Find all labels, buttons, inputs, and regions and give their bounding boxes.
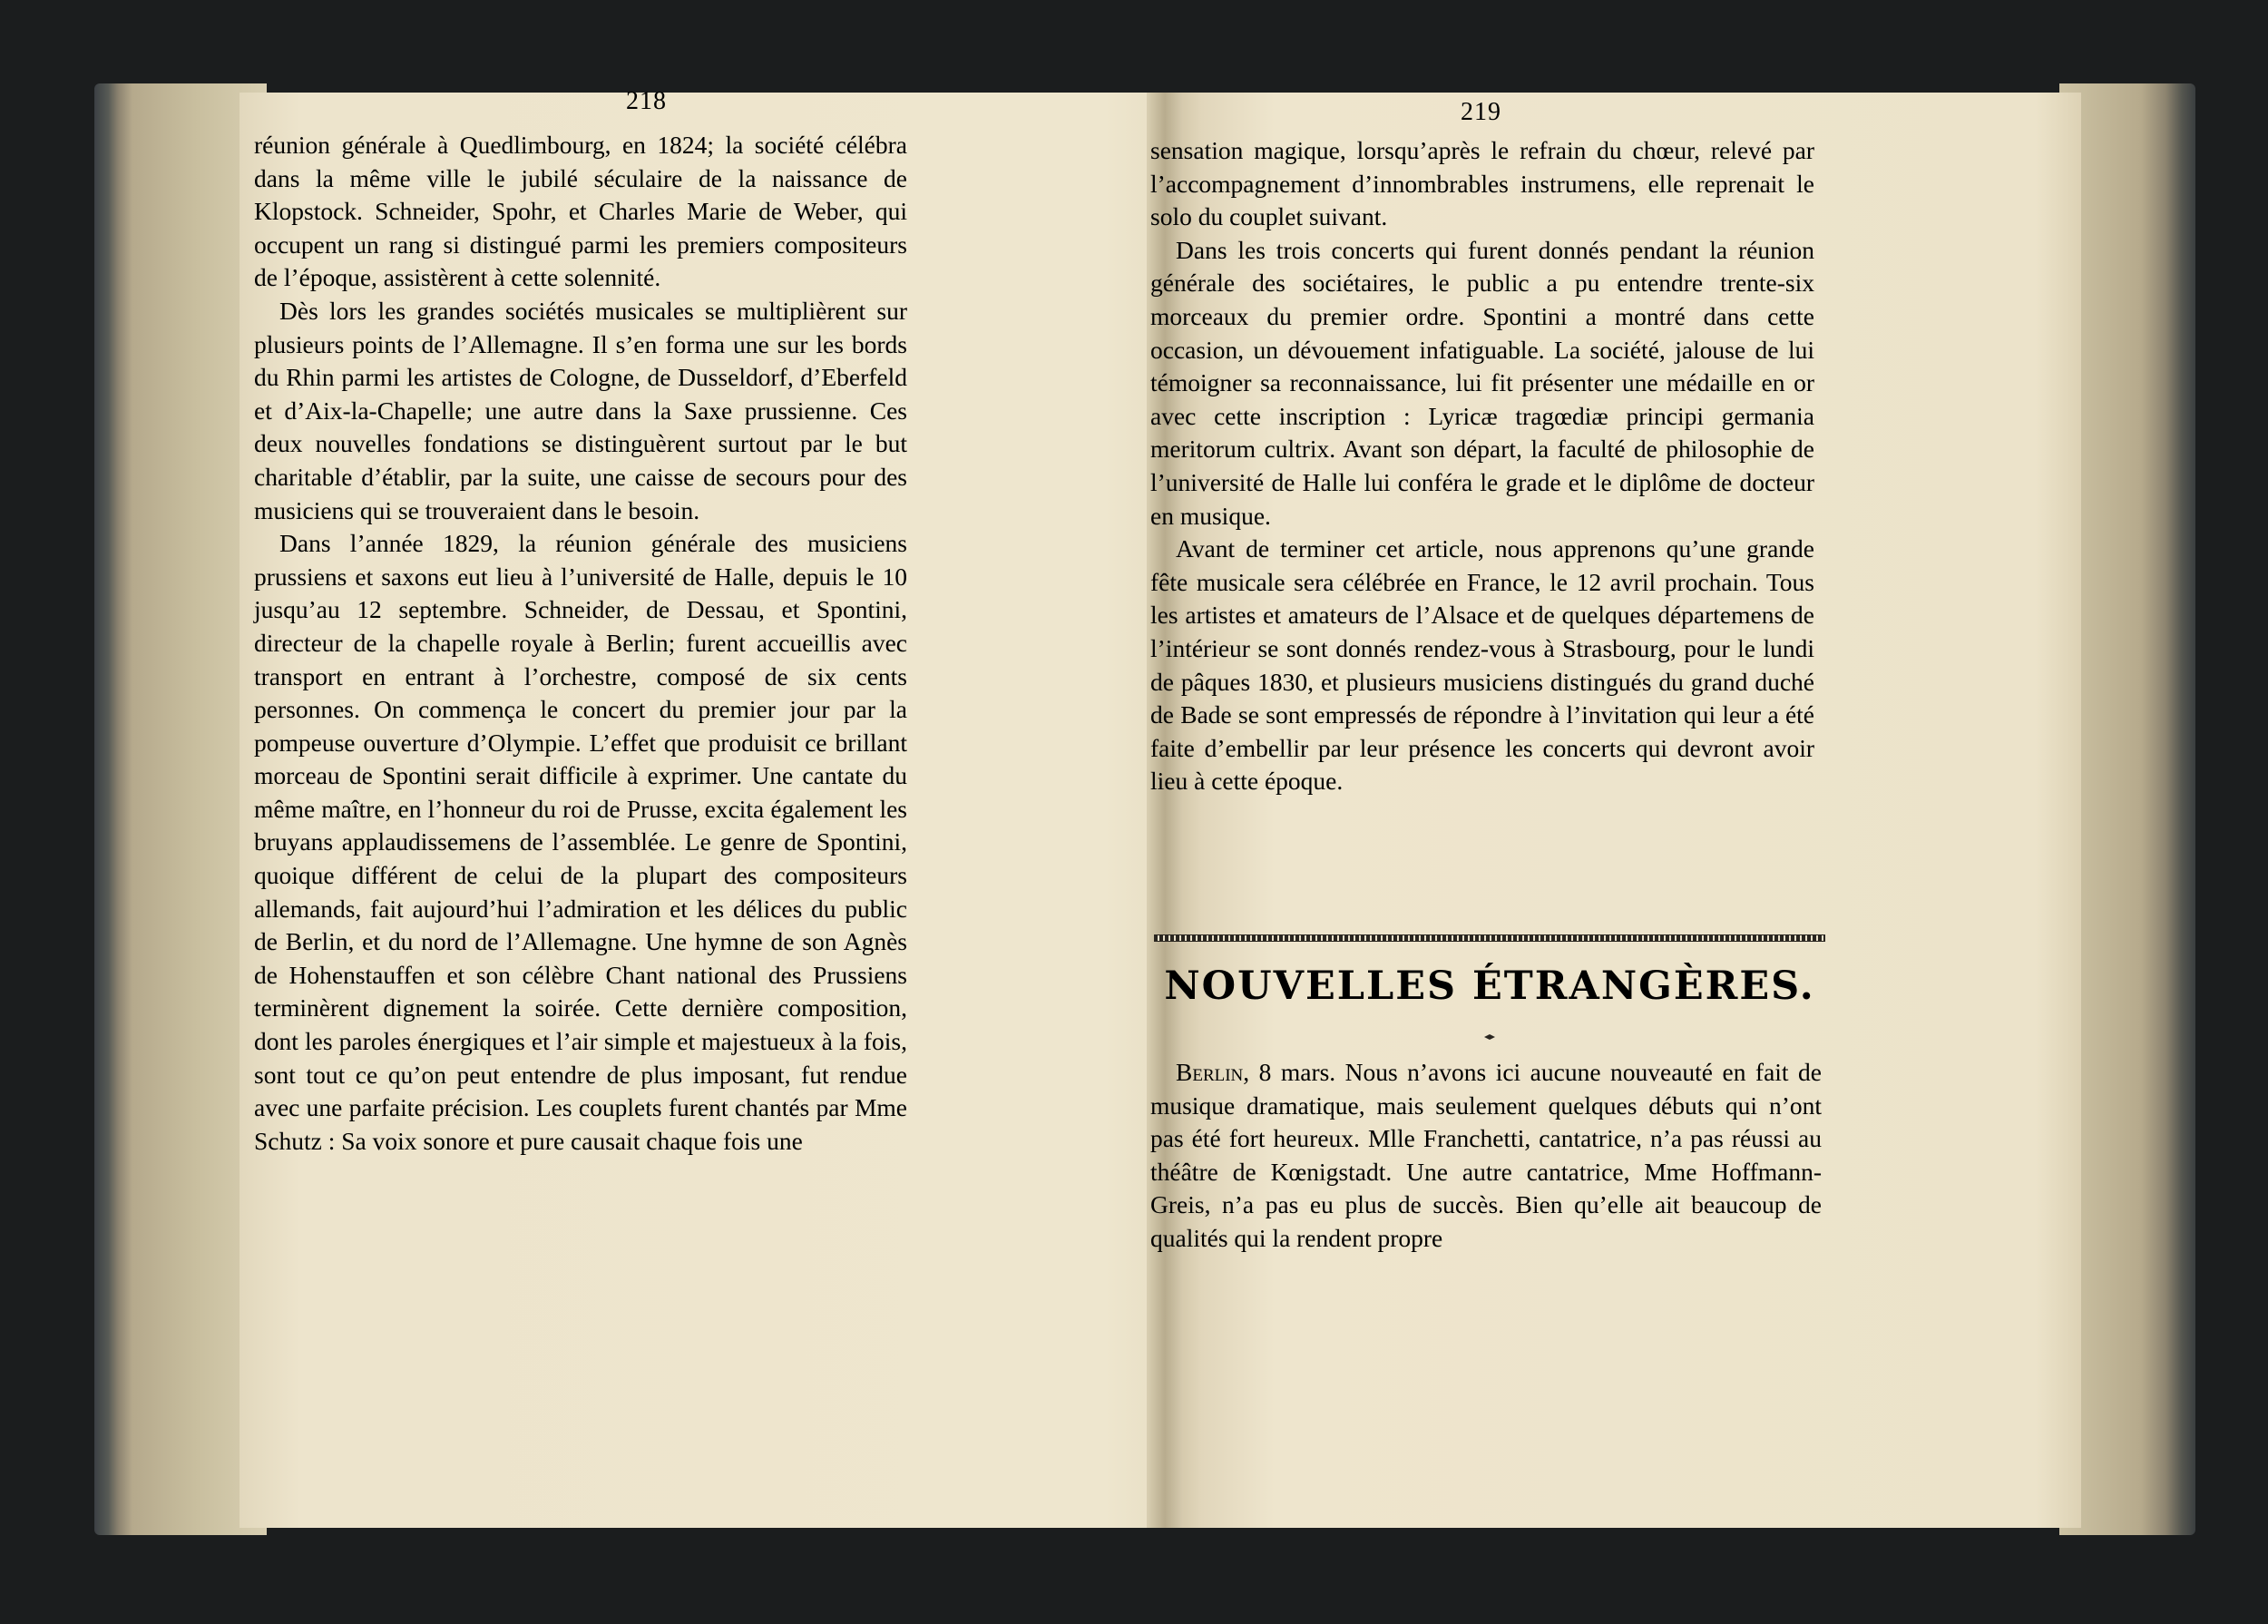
paragraph: sensation magique, lorsqu’après le refrain du chœur, relevé par l’accompagnement d’innombrables instrumens, elle reprenait le solo du couplet suivant. [1150, 136, 1814, 231]
paragraph: Avant de terminer cet article, nous apprenons qu’une grande fête musicale sera célébrée en France, le 12 avril prochain. Tous les artistes et amateurs de l’Alsace et de quelques départemens de l’intérieur se sont donnés rendez-vous à Strasbourg, pour le lundi de pâques 1830, et plusieurs musiciens distingués du grand duché de Bade se sont empressés de répondre à l’invitation qui leur a été faite d’embellir par leur présence les concerts qui devront avoir lieu à cette époque. [1150, 534, 1814, 796]
section-divider-rule [1154, 934, 1825, 942]
paragraph: Dans l’année 1829, la réunion générale des musiciens prussiens et saxons eut lieu à l’université de Halle, depuis le 10 jusqu’au 12 septembre. Schneider, de Dessau, et Spontini, directeur de la chapelle royale à Berlin; furent accueillis avec transport en entrant à l’orchestre, composé de six cents personnes. On commença le concert du premier jour par la pompeuse ouverture d’Olympie. L’effet que produisit ce brillant morceau de Spontini serait difficile à exprimer. Une cantate du même maître, en l’honneur du roi de Prusse, excita également les bruyans applaudissemens de l’assemblée. Le genre de Spontini, quoique différent de celui de la plupart des compositeurs allemands, fait aujourd’hui l’admiration et les délices du public de Berlin, et du nord de l’Allemagne. Une hymne de son Agnès de Hohenstauffen et son célèbre Chant national des Prussiens terminèrent dignement la soirée. Cette dernière composition, dont les paroles énergiques et l’air simple et majestueux à la fois, sont tout ce qu’on peut entendre de plus imposant, fut rendue avec une parfaite précision. Les couplets furent chantés par Mme Schutz : Sa voix sonore et pure causait chaque fois une [254, 529, 907, 1155]
paragraph: Dès lors les grandes sociétés musicales se multiplièrent sur plusieurs points de l’Allemagne. Il s’en forma une sur les bords du Rhin parmi les artistes de Cologne, de Dusseldorf, d’Eberfeld et d’Aix-la-Chapelle; une autre dans la Saxe prussienne. Ces deux nouvelles fondations se distinguèrent surtout par le but charitable d’établir, par la suite, une caisse de secours pour des musiciens qui se trouveraient dans le besoin. [254, 296, 907, 524]
paragraph: Dans les trois concerts qui furent donnés pendant la réunion générale des sociétaires, le public a pu entendre trente-six morceaux du premier ordre. Spontini a montré dans cette occasion, un dévouement infatiguable. La société, jalouse de lui témoigner sa reconnaissance, lui fit présenter une médaille en or avec cette inscription : Lyricæ tragœdiæ principi germania meritorum cultrix. Avant son départ, la faculté de philosophie de l’université de Halle lui conféra le grade et le diplôme de docteur en musique. [1150, 235, 1814, 530]
right-page-text [1150, 134, 1814, 798]
page-number-left: 218 [626, 87, 667, 115]
paragraph [1150, 1056, 1822, 1256]
news-lead: Berlin [1176, 1058, 1244, 1086]
left-page-text [254, 129, 907, 1158]
ornament-flourish-icon [1462, 1034, 1517, 1040]
paragraph: réunion générale à Quedlimbourg, en 1824; la société célébra dans la même ville le jubilé séculaire de la naissance de Klopstock. Schneider, Spohr, et Charles Marie de Weber, qui occupent un rang si distingué parmi les premiers compositeurs de l’époque, assistèrent à cette solennité. [254, 131, 907, 292]
news-body: , 8 mars. Nous n’avons ici aucune nouveauté en fait de musique dramatique, mais seulement quelques débuts qui n’ont pas été fort heureux. Mlle Franchetti, cantatrice, n’a pas réussi au théâtre de Kœnigstadt. Une autre cantatrice, Mme Hoffmann-Greis, n’a pas eu plus de succès. Bien qu’elle ait beaucoup de qualités qui la rendent propre [1150, 1058, 1822, 1252]
news-text [1150, 1056, 1822, 1256]
page-number-right: 219 [1461, 98, 1501, 126]
section-heading: NOUVELLES ÉTRANGÈRES. [1164, 964, 1815, 1009]
